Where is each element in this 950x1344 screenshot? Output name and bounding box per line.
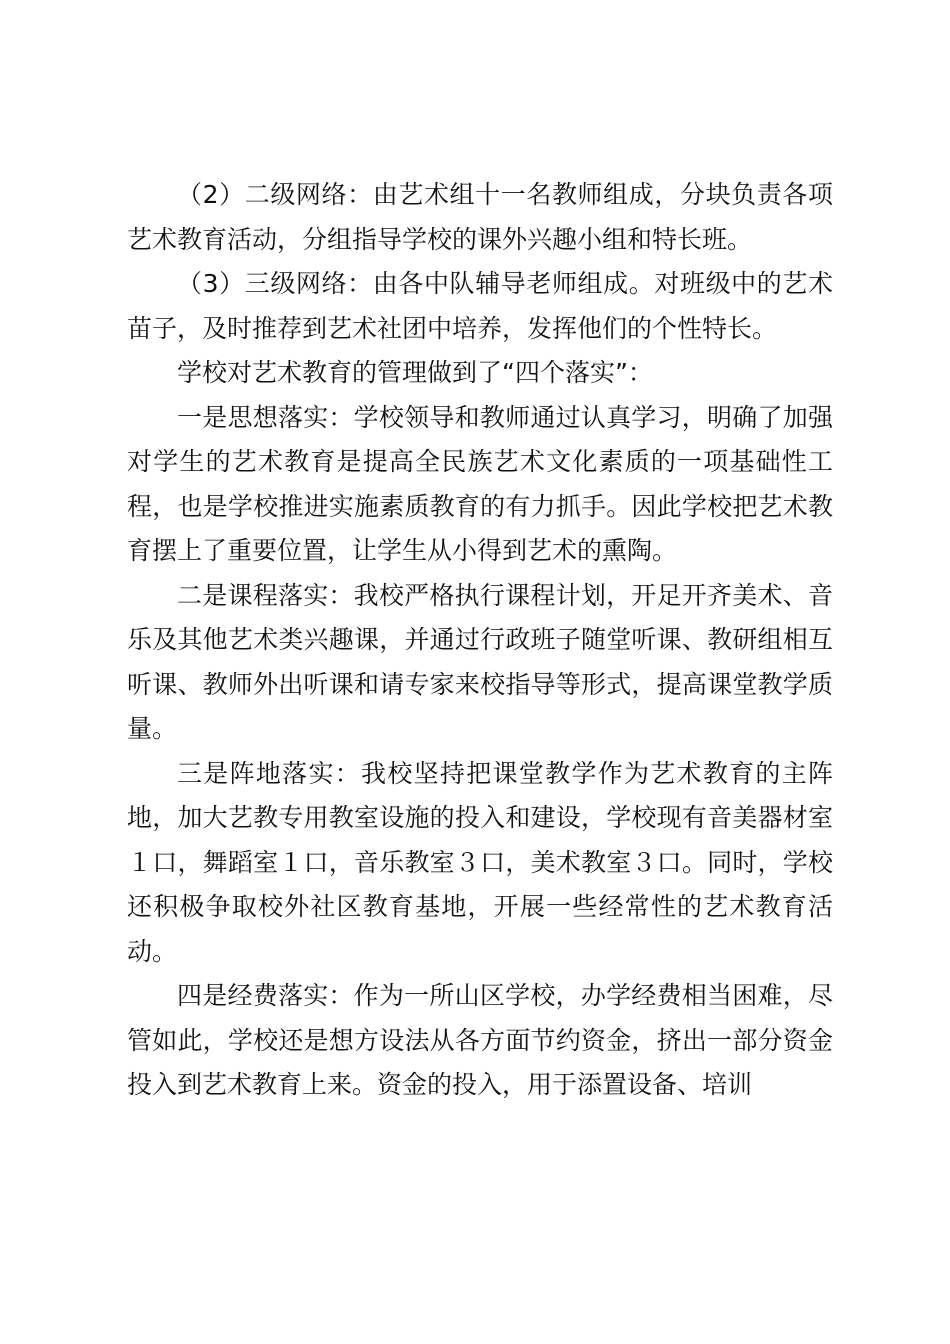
paragraph-level-3-network: （3）三级网络：由各中队辅导老师组成。对班级中的艺术苗子，及时推荐到艺术社团中培养，发挥他们的个性特长。 (127, 269, 833, 343)
paragraph-funding-implementation: 四是经费落实：作为一所山区学校，办学经费相当困难，尽管如此，学校还是想方设法从各方面节约资金，挤出一部分资金投入到艺术教育上来。资金的投入，用于添置设备、培训 (127, 981, 833, 1099)
paragraph-curriculum-implementation: 二是课程落实：我校严格执行课程计划，开足开齐美术、音乐及其他艺术类兴趣课，并通过行政班子随堂听课、教研组相互听课、教师外出听课和请专家来校指导等形式，提高课堂教学质量。 (127, 580, 833, 743)
paragraph-thought-implementation: 一是思想落实：学校领导和教师通过认真学习，明确了加强对学生的艺术教育是提高全民族艺术文化素质的一项基础性工程，也是学校推进实施素质教育的有力抓手。因此学校把艺术教育摆上了重要位置，让学生从小得到艺术的熏陶。 (127, 402, 833, 565)
paragraph-level-2-network: （2）二级网络：由艺术组十一名教师组成，分块负责各项艺术教育活动，分组指导学校的课外兴趣小组和特长班。 (127, 180, 833, 254)
paragraph-venue-implementation: 三是阵地落实：我校坚持把课堂教学作为艺术教育的主阵地，加大艺教专用教室设施的投入和建设，学校现有音美器材室１口，舞蹈室１口，音乐教室３口，美术教室３口。同时，学校还积极争取校外社区教育基地，开展一些经常性的艺术教育活动。 (127, 758, 833, 966)
document-body (127, 173, 833, 1108)
paragraph-four-implementations-intro: 学校对艺术教育的管理做到了“四个落实”： (177, 358, 653, 387)
